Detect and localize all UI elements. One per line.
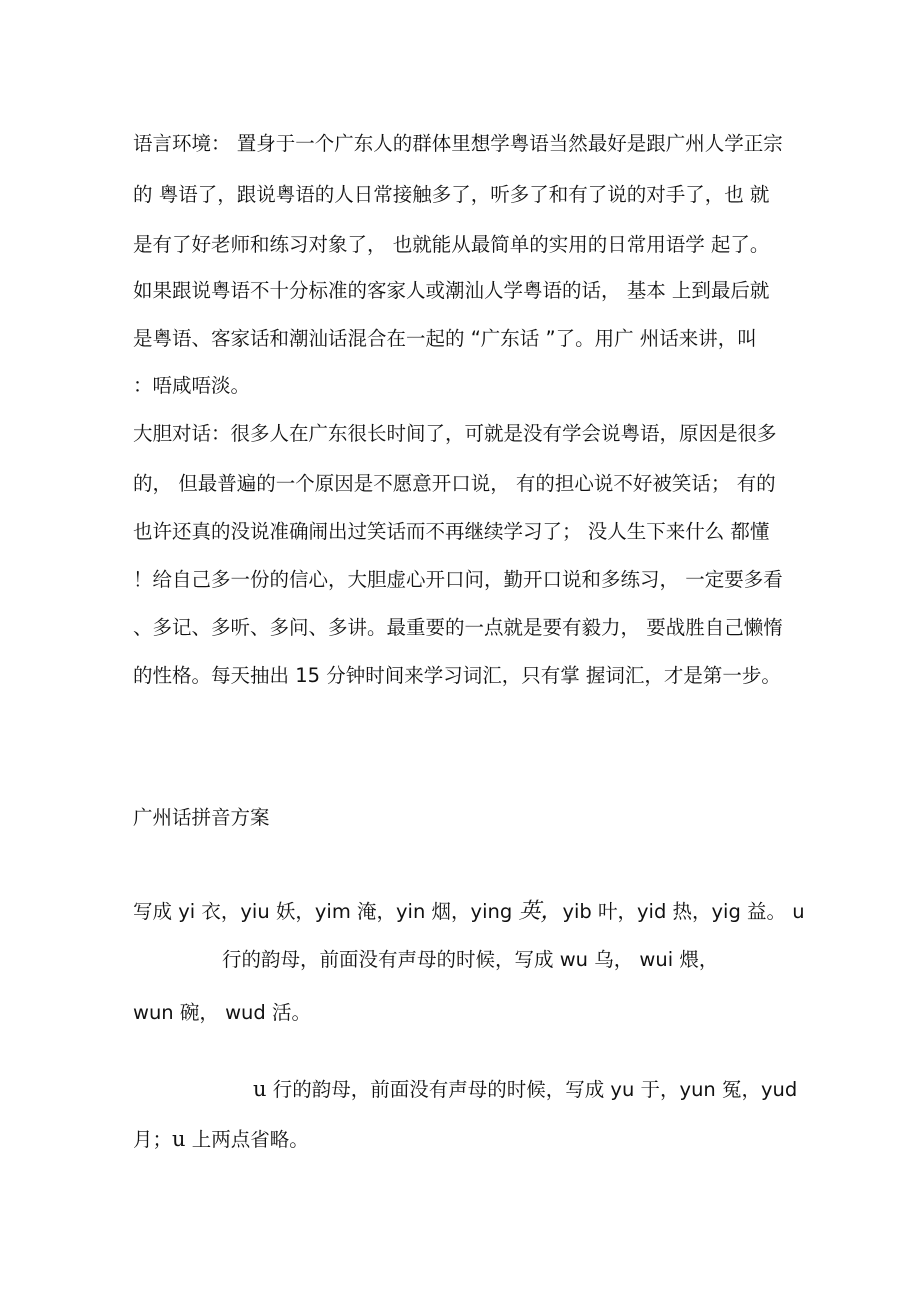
paragraph-line: 、多记、多听、多问、多讲。最重要的一点就是要有毅力， 要战胜自己懒惰 (133, 616, 783, 639)
paragraph-line: 大胆对话：很多人在广东很长时间了，可就是没有学会说粤语，原因是很多 (133, 422, 777, 445)
paragraph-line (253, 1076, 797, 1103)
paragraph-line (133, 899, 805, 925)
paragraph-line: 的， 但最普遍的一个原因是不愿意开口说， 有的担心说不好被笑话； 有的 (133, 472, 776, 495)
paragraph-line (133, 1126, 309, 1153)
paragraph-line: 语言环境： 置身于一个广东人的群体里想学粤语当然最好是跟广州人学正宗 (133, 132, 783, 155)
text-run: 月； (133, 1128, 173, 1151)
ying-character: 英， (518, 899, 563, 924)
paragraph-line: wun 碗， wud 活。 (133, 1001, 311, 1024)
paragraph-line: 如果跟说粤语不十分标准的客家人或潮汕人学粤语的话， 基本 上到最后就 (133, 279, 770, 302)
section-heading: 广州话拼音方案 (133, 806, 270, 829)
text-run: yib 叶，yid 热，yig 益。 u (562, 900, 805, 923)
paragraph-line: 的性格。每天抽出 15 分钟时间来学习词汇，只有掌 握词汇，才是第一步。 (133, 664, 781, 687)
u-letter: u (253, 1077, 267, 1101)
text-run: 上两点省略。 (185, 1128, 309, 1151)
paragraph-line: 是粤语、客家话和潮汕话混合在一起的 “广东话 ”了。用广 州话来讲，叫 (133, 327, 757, 350)
paragraph-line: ：唔咸唔淡。 (133, 374, 251, 397)
paragraph-line: ！给自己多一份的信心，大胆虚心开口问，勤开口说和多练习， 一定要多看 (133, 568, 783, 591)
paragraph-line: 是有了好老师和练习对象了， 也就能从最简单的实用的日常用语学 起了。 (133, 233, 770, 256)
text-run: 写成 yi 衣，yiu 妖，yim 淹，yin 烟，ying (133, 900, 519, 923)
paragraph-line: 也许还真的没说准确闹出过笑话而不再继续学习了； 没人生下来什么 都懂 (133, 520, 770, 543)
u-letter: u (172, 1127, 186, 1151)
text-run: 行的韵母，前面没有声母的时候，写成 yu 于，yun 冤，yud (266, 1078, 798, 1101)
paragraph-line: 行的韵母，前面没有声母的时候，写成 wu 乌， wui 煨， (222, 948, 719, 971)
paragraph-line: 的 粤语了，跟说粤语的人日常接触多了，听多了和有了说的对手了，也 就 (133, 183, 770, 206)
